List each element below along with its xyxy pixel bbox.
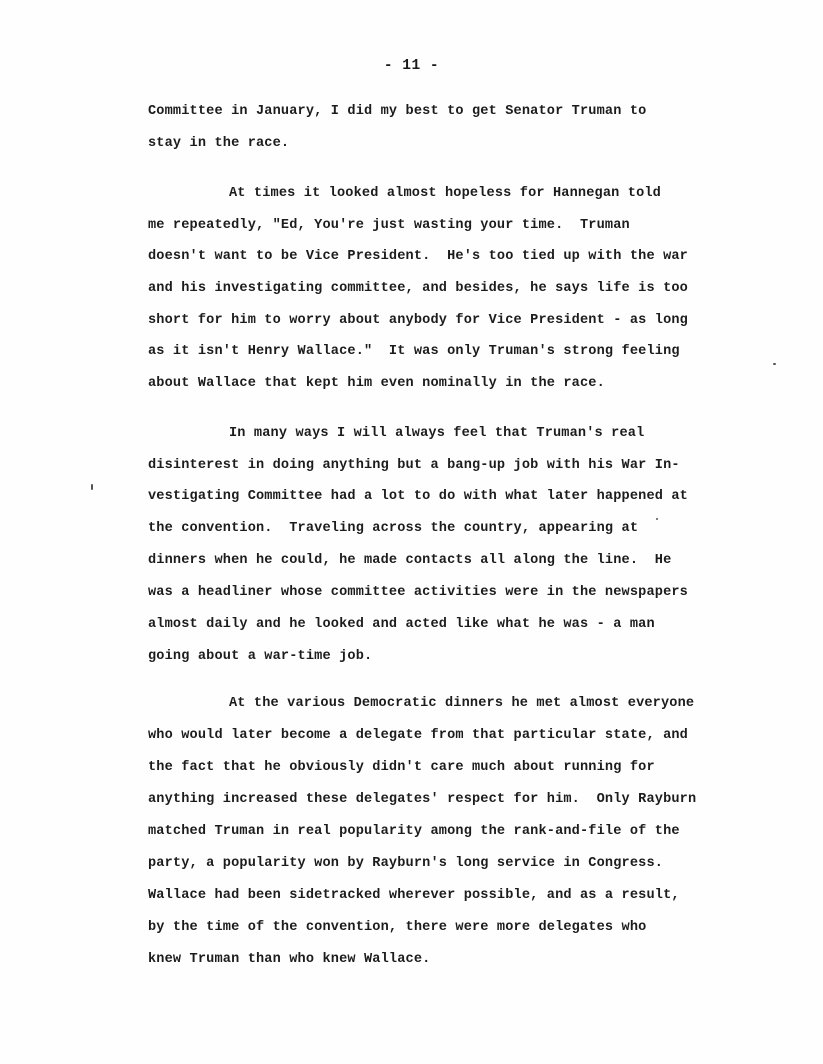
scan-speck — [656, 518, 658, 520]
scan-speck — [773, 363, 776, 365]
paragraph-3-line-6: was a headliner whose committee activities were in the newspapers — [148, 585, 688, 600]
paragraph-2-line-7: about Wallace that kept him even nominally in the race. — [148, 376, 605, 391]
paragraph-3-line-5: dinners when he could, he made contacts all along the line. He — [148, 553, 672, 568]
paragraph-1-line-1: Committee in January, I did my best to get Senator Truman to — [148, 104, 647, 119]
paragraph-1-line-2: stay in the race. — [148, 136, 290, 151]
paragraph-4-line-5: matched Truman in real popularity among the rank-and-file of the — [148, 824, 680, 839]
page-number: - 11 - — [383, 58, 440, 74]
paragraph-2-line-1: At times it looked almost hopeless for Hannegan told — [229, 186, 661, 201]
paragraph-2-line-2: me repeatedly, "Ed, You're just wasting your time. Truman — [148, 218, 630, 233]
paragraph-4-line-2: who would later become a delegate from that particular state, and — [148, 728, 688, 743]
paragraph-3-line-2: disinterest in doing anything but a bang-up job with his War In- — [148, 458, 680, 473]
paragraph-3-line-1: In many ways I will always feel that Truman's real — [229, 426, 645, 441]
paragraph-2-line-3: doesn't want to be Vice President. He's too tied up with the war — [148, 249, 688, 264]
paragraph-3-line-4: the convention. Traveling across the country, appearing at — [148, 521, 639, 536]
paragraph-4-line-4: anything increased these delegates' respect for him. Only Rayburn — [148, 792, 697, 807]
paragraph-2-line-5: short for him to worry about anybody for Vice President - as long — [148, 313, 688, 328]
paragraph-3-line-3: vestigating Committee had a lot to do with what later happened at — [148, 489, 688, 504]
paragraph-4-line-8: by the time of the convention, there were more delegates who — [148, 920, 647, 935]
paragraph-2-line-6: as it isn't Henry Wallace." It was only Truman's strong feeling — [148, 344, 680, 359]
paragraph-4-line-6: party, a popularity won by Rayburn's long service in Congress. — [148, 856, 664, 871]
paragraph-4-line-3: the fact that he obviously didn't care much about running for — [148, 760, 655, 775]
paragraph-4-line-9: knew Truman than who knew Wallace. — [148, 952, 431, 967]
paragraph-4-line-1: At the various Democratic dinners he met almost everyone — [229, 696, 695, 711]
paragraph-3-line-7: almost daily and he looked and acted like what he was - a man — [148, 617, 655, 632]
paragraph-2-line-4: and his investigating committee, and besides, he says life is too — [148, 281, 688, 296]
scan-speck — [91, 484, 93, 490]
paragraph-3-line-8: going about a war-time job. — [148, 649, 373, 664]
paragraph-4-line-7: Wallace had been sidetracked wherever possible, and as a result, — [148, 888, 680, 903]
